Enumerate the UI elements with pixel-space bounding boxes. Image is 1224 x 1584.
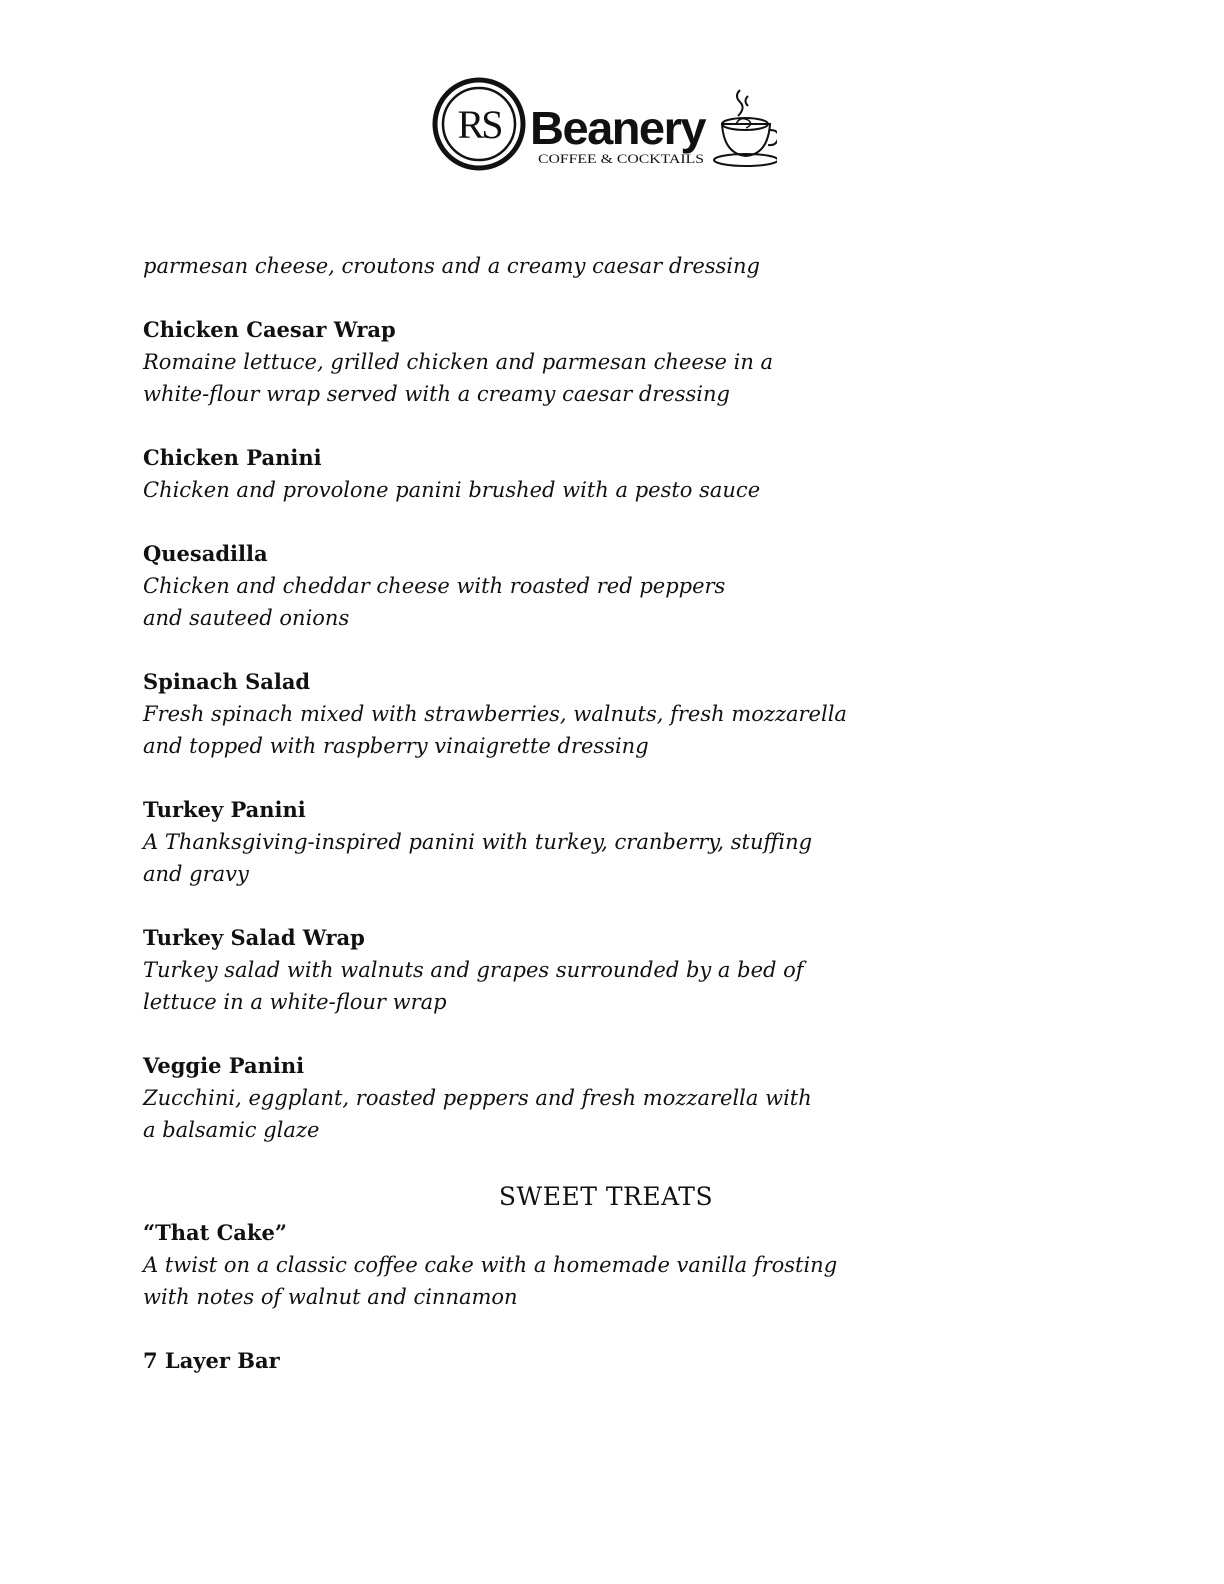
- item-name: 7 Layer Bar: [143, 1348, 280, 1373]
- menu-item: [143, 1345, 903, 1377]
- item-description: Zucchini, eggplant, roasted peppers and fresh mozzarella with: [143, 1086, 812, 1110]
- item-description: Romaine lettuce, grilled chicken and parmesan cheese in a: [143, 350, 774, 374]
- item-description: Turkey salad with walnuts and grapes surrounded by a bed of: [143, 958, 804, 982]
- menu-item: [143, 794, 903, 890]
- item-description: and gravy: [143, 862, 249, 886]
- menu-item: [143, 442, 903, 506]
- item-description: A Thanksgiving-inspired panini with turkey, cranberry, stuffing: [143, 830, 813, 854]
- item-name: Chicken Caesar Wrap: [143, 317, 396, 342]
- menu-item: [143, 314, 903, 410]
- item-name: Quesadilla: [143, 541, 268, 566]
- item-name: “That Cake”: [143, 1220, 287, 1245]
- item-description: with notes of walnut and cinnamon: [143, 1285, 518, 1309]
- menu-item: [143, 666, 903, 762]
- menu-content: [143, 250, 903, 1146]
- logo-name: Beanery: [530, 102, 707, 154]
- item-description: Chicken and provolone panini brushed with a pesto sauce: [143, 478, 761, 502]
- logo-tagline: COFFEE & COCKTAILS: [538, 152, 705, 166]
- item-description: A twist on a classic coffee cake with a homemade vanilla frosting: [143, 1253, 838, 1277]
- item-description: white-flour wrap served with a creamy caesar dressing: [143, 382, 730, 406]
- item-name: Veggie Panini: [143, 1053, 305, 1078]
- menu-item: [143, 538, 903, 634]
- item-name: Turkey Panini: [143, 797, 306, 822]
- item-description: Fresh spinach mixed with strawberries, walnuts, fresh mozzarella: [143, 702, 847, 726]
- item-name: Spinach Salad: [143, 669, 311, 694]
- logo-monogram: RS: [457, 102, 501, 147]
- item-description: and sauteed onions: [143, 606, 350, 630]
- continued-description: parmesan cheese, croutons and a creamy caesar dressing: [143, 254, 760, 278]
- item-name: Turkey Salad Wrap: [143, 925, 365, 950]
- item-name: Chicken Panini: [143, 445, 322, 470]
- menu-item: [143, 1217, 903, 1313]
- sweet-treats-content: [143, 1217, 903, 1377]
- item-description: a balsamic glaze: [143, 1118, 320, 1142]
- section-title-sweet-treats: SWEET TREATS: [498, 1182, 714, 1211]
- item-description: lettuce in a white-flour wrap: [143, 990, 447, 1014]
- coffee-cup-icon: [714, 90, 777, 166]
- menu-item: [143, 1050, 903, 1146]
- item-description: Chicken and cheddar cheese with roasted red peppers: [143, 574, 726, 598]
- logo: [432, 76, 777, 176]
- item-description: and topped with raspberry vinaigrette dressing: [143, 734, 649, 758]
- menu-item: [143, 922, 903, 1018]
- logo-graphic: [432, 76, 777, 176]
